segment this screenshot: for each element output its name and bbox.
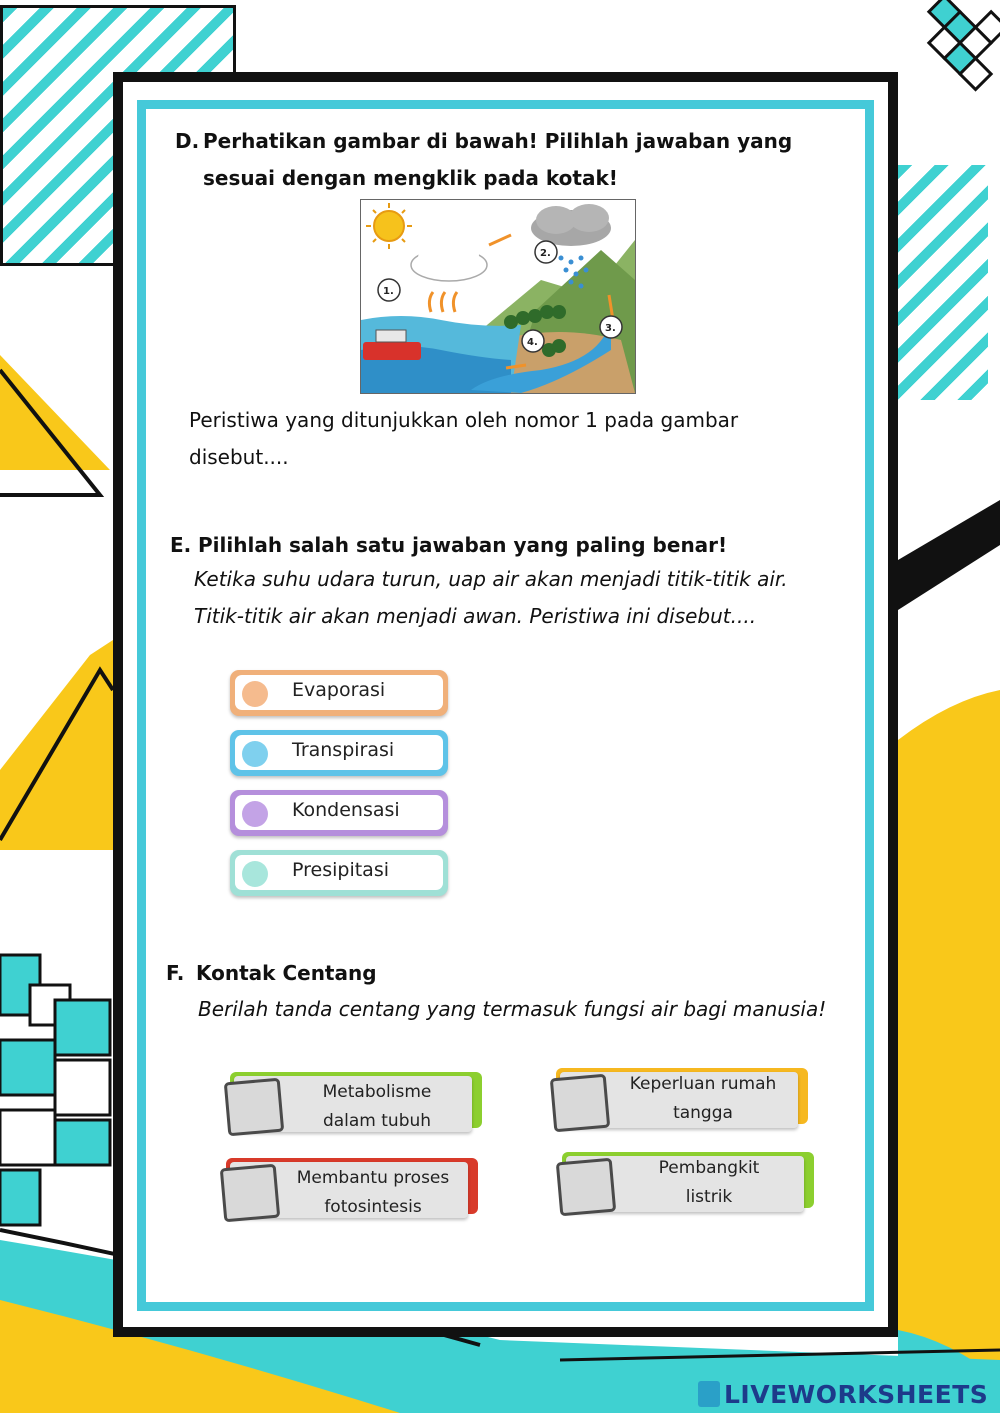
option-label: Presipitasi [292,859,389,881]
section-f-instruction: Berilah tanda centang yang termasuk fungsi air bagi manusia! [198,997,827,1021]
section-f-letter: F. [166,961,185,985]
option-radio-icon [242,861,268,887]
check-item-label: Membantu proses fotosintesis [296,1168,450,1217]
liveworksheets-logo-icon [698,1381,720,1407]
section-d-question-line2: disebut.... [189,445,289,469]
checkbox[interactable] [224,1078,284,1137]
decor-checker-left [0,955,110,1225]
sun-shape [374,211,404,241]
option-label: Kondensasi [292,799,400,821]
check-item-keperluan-rumah-tangga [552,1068,812,1130]
boat-shape [363,342,421,360]
check-item-pembangkit-listrik [558,1152,818,1214]
check-item-label: Metabolisme dalam tubuh [322,1082,432,1131]
option-label: Transpirasi [292,739,395,761]
diagram-label-2: 2. [540,248,551,259]
decor-checker-top-right [913,0,1000,89]
diagram-label-4: 4. [527,337,538,348]
check-item-fotosintesis [222,1158,482,1220]
option-presipitasi[interactable] [230,850,448,896]
check-item-label: Pembangkit listrik [658,1158,760,1207]
section-d-title-line1: Perhatikan gambar di bawah! Pilihlah jawaban yang [203,129,793,153]
liveworksheets-brand [698,1376,988,1412]
option-radio-icon [242,801,268,827]
option-radio-icon [242,741,268,767]
section-e-question-line1: Ketika suhu udara turun, uap air akan menjadi titik-titik air. [194,567,788,591]
diagram-label-3: 3. [605,323,616,334]
option-kondensasi[interactable] [230,790,448,836]
diagram-label-1: 1. [383,286,394,297]
checkbox[interactable] [556,1158,616,1217]
checkbox[interactable] [220,1164,280,1223]
section-f-title: Kontak Centang [196,961,377,985]
check-item-label: Keperluan rumah tangga [629,1074,777,1123]
section-e-letter: E. [170,533,192,557]
option-evaporasi[interactable] [230,670,448,716]
water-cycle-diagram [360,199,636,394]
option-transpirasi[interactable] [230,730,448,776]
checkbox[interactable] [550,1074,610,1133]
section-d-title-line2: sesuai dengan mengklik pada kotak! [203,166,618,190]
section-e-title: Pilihlah salah satu jawaban yang paling benar! [198,533,728,557]
section-d-question-line1: Peristiwa yang ditunjukkan oleh nomor 1 pada gambar [189,408,739,432]
brand-name: LIVEWORKSHEETS [724,1379,989,1409]
section-d-letter: D. [175,129,200,153]
check-item-metabolisme [226,1072,486,1134]
section-e-question-line2: Titik-titik air akan menjadi awan. Peristiwa ini disebut.... [194,604,757,628]
option-radio-icon [242,681,268,707]
option-label: Evaporasi [292,679,386,701]
